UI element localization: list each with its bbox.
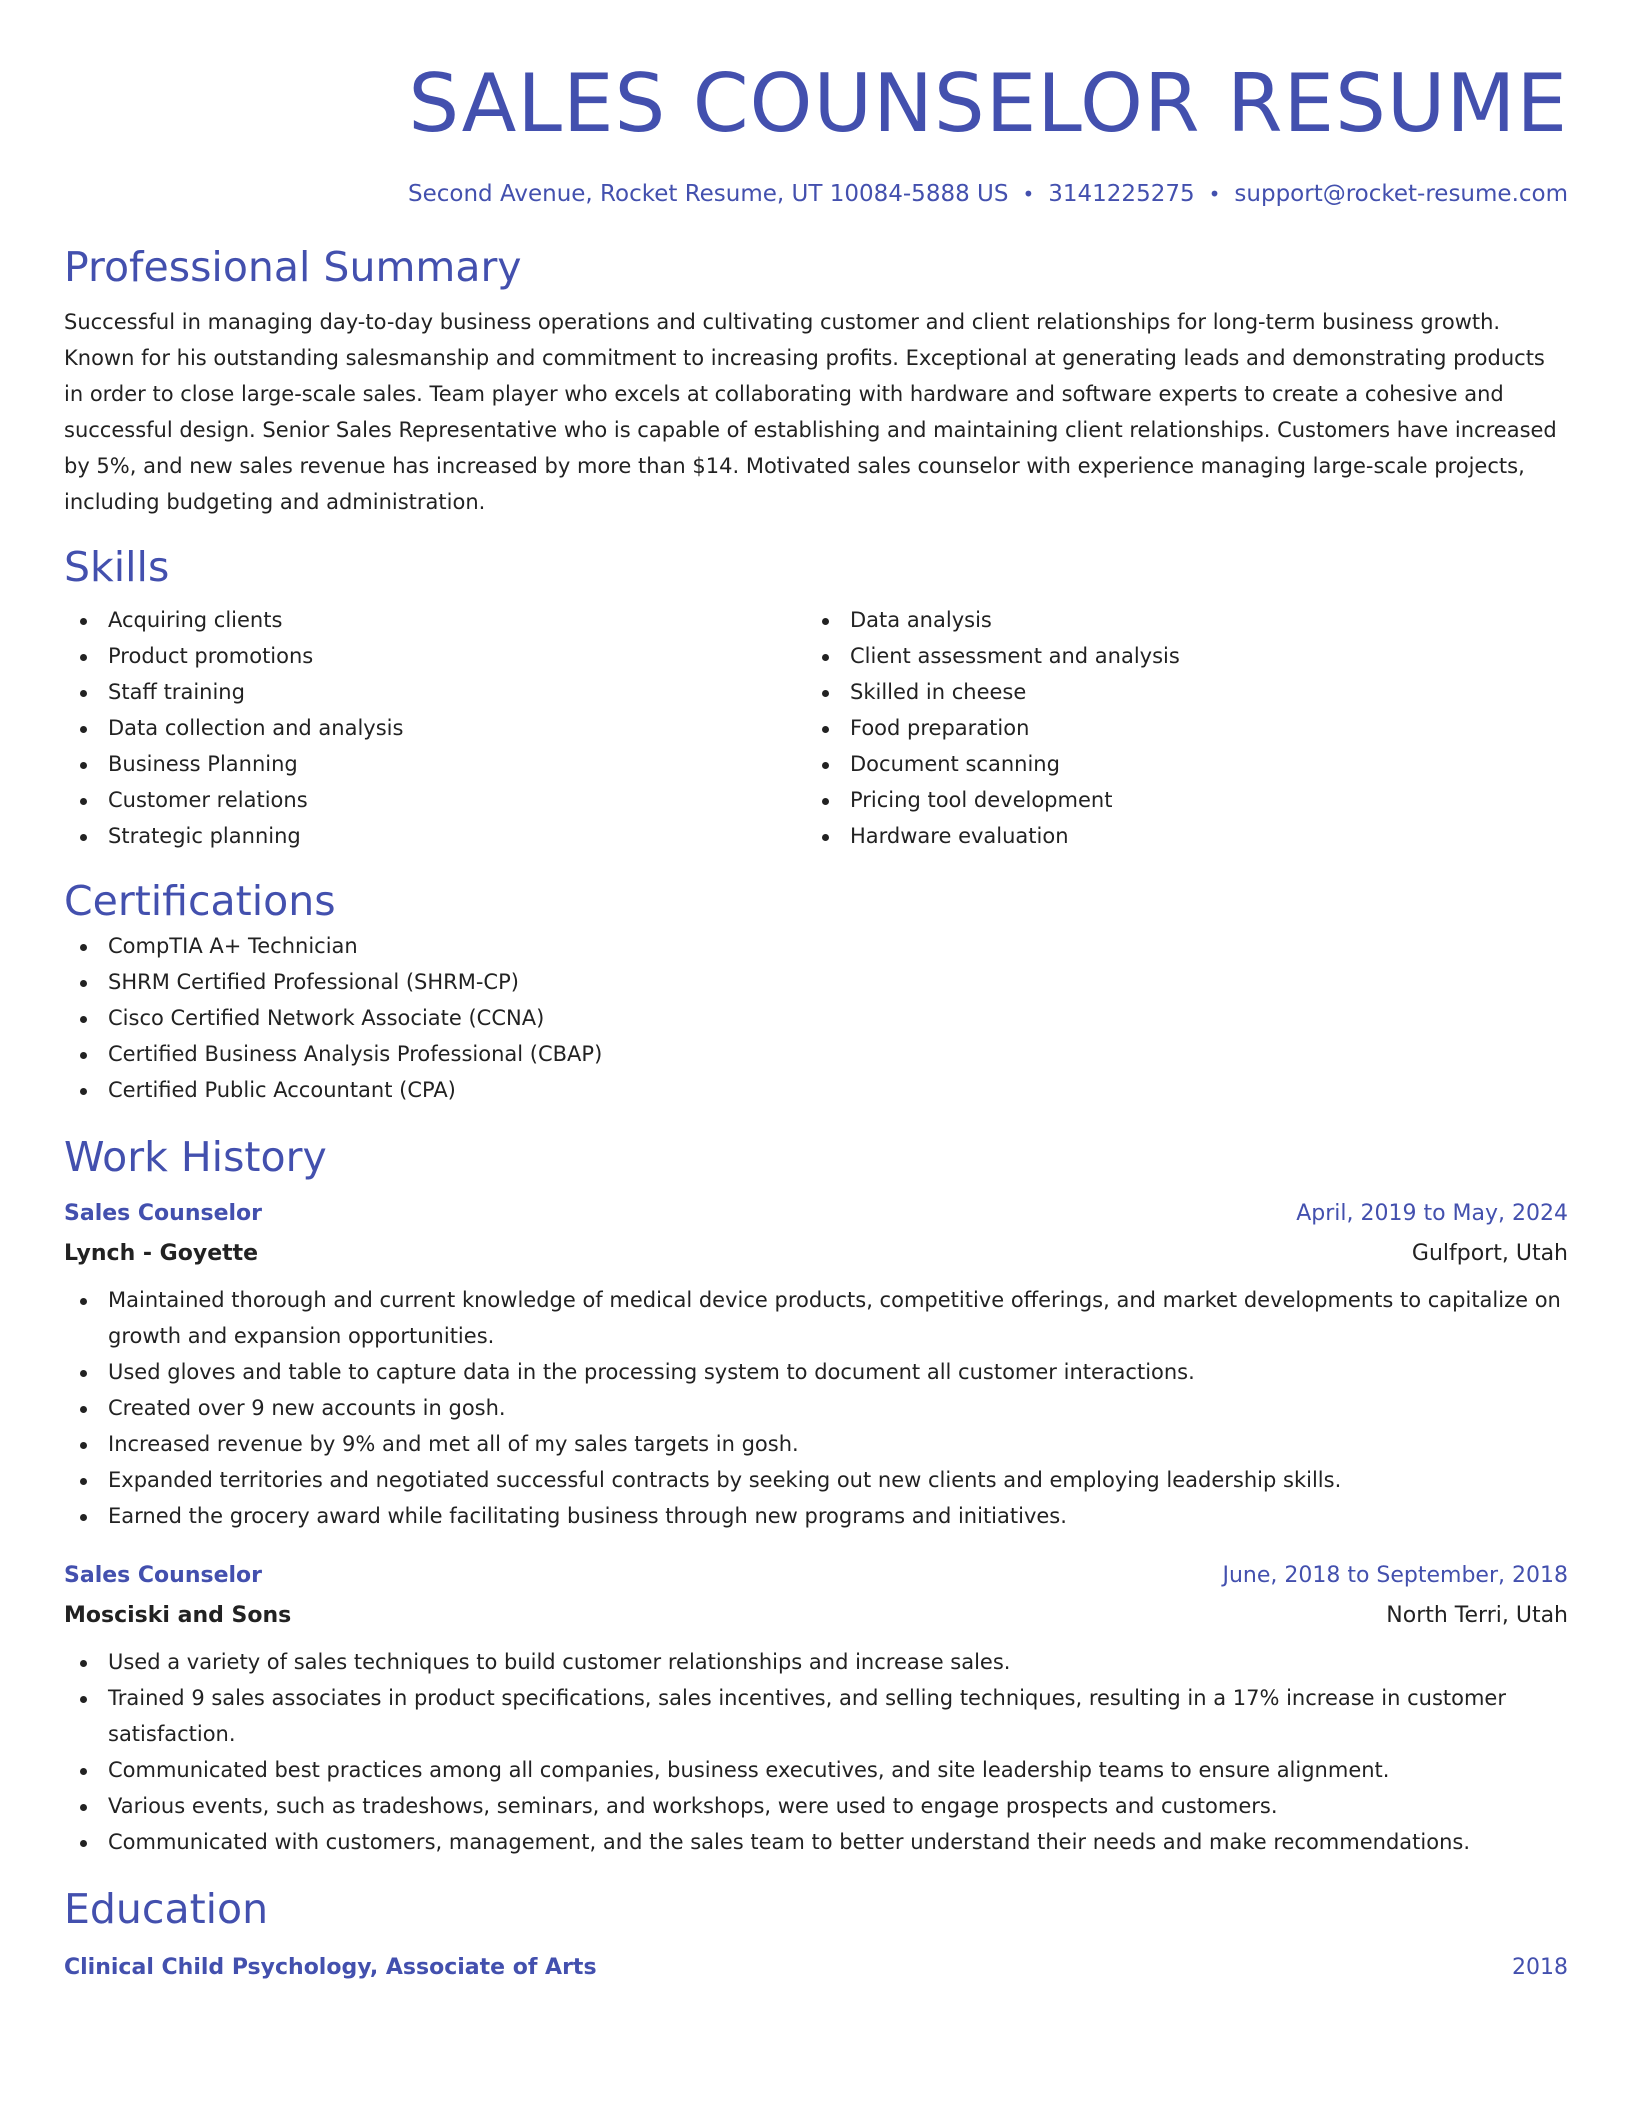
skill-item: Document scanning — [806, 746, 1548, 782]
job-title: Sales Counselor — [64, 1563, 263, 1588]
skill-item: Strategic planning — [64, 818, 806, 854]
skill-item: Hardware evaluation — [806, 818, 1548, 854]
skill-item: Business Planning — [64, 746, 806, 782]
job-title: Sales Counselor — [64, 1201, 263, 1226]
section-heading: Education — [64, 1885, 269, 1933]
section-heading: Professional Summary — [64, 243, 522, 291]
job-bullets — [64, 1644, 1568, 1860]
job-location: Gulfport, Utah — [1411, 1241, 1568, 1266]
skill-item: Staff training — [64, 674, 806, 710]
skill-item: Data analysis — [806, 602, 1548, 638]
section-professional-summary — [64, 240, 1568, 520]
skill-item: Product promotions — [64, 638, 806, 674]
job-bullet: Trained 9 sales associates in product specifications, sales incentives, and selling techniques, resulting in a 17% increase in customer satisfaction. — [64, 1680, 1568, 1752]
section-work-history — [64, 1130, 1568, 1860]
education-degree: Clinical Child Psychology, Associate of Arts — [64, 1955, 597, 1980]
skill-item: Data collection and analysis — [64, 710, 806, 746]
job-entry — [64, 1194, 1568, 1534]
contact-email: support@rocket-resume.com — [1234, 181, 1568, 207]
job-bullet: Created over 9 new accounts in gosh. — [64, 1390, 1568, 1426]
summary-text: Successful in managing day-to-day business operations and cultivating customer and client relationships for long-term business growth. Known for his outstanding salesmanship and commitment to increasing profits. Exceptional at generating leads and demonstrating products in order to close large-scale sales. Team player who excels at collaborating with hardware and software experts to create a cohesive and successful design. Senior Sales Representative who is capable of establishing and maintaining client relationships. Customers have increased by 5%, and new sales revenue has increased by more than $14. Motivated sales counselor with experience managing large-scale projects, including budgeting and administration. — [64, 310, 1557, 514]
skill-item: Pricing tool development — [806, 782, 1548, 818]
job-bullet: Expanded territories and negotiated successful contracts by seeking out new clients and employing leadership skills. — [64, 1462, 1568, 1498]
education-entry — [64, 1948, 1568, 1988]
certification-item: SHRM Certified Professional (SHRM-CP) — [64, 964, 1568, 1000]
job-bullet: Various events, such as tradeshows, seminars, and workshops, were used to engage prospects and customers. — [64, 1788, 1568, 1824]
resume-title: SALES COUNSELOR RESUME — [408, 57, 1568, 150]
job-bullet: Used gloves and table to capture data in the processing system to document all customer interactions. — [64, 1354, 1568, 1390]
skill-item: Client assessment and analysis — [806, 638, 1548, 674]
contact-separator: • — [1208, 182, 1221, 206]
job-company: Mosciski and Sons — [64, 1603, 292, 1628]
skills-grid — [64, 602, 1568, 854]
certification-list — [64, 928, 1568, 1108]
resume-header — [64, 0, 1568, 210]
certification-item: Cisco Certified Network Associate (CCNA) — [64, 1000, 1568, 1036]
certification-item: Certified Business Analysis Professional (CBAP) — [64, 1036, 1568, 1072]
section-heading: Certifications — [64, 877, 336, 925]
skill-item: Skilled in cheese — [806, 674, 1548, 710]
job-dates: April, 2019 to May, 2024 — [1296, 1201, 1568, 1226]
section-skills — [64, 540, 1568, 854]
job-bullet: Earned the grocery award while facilitating business through new programs and initiatives. — [64, 1498, 1568, 1534]
skill-item: Acquiring clients — [64, 602, 806, 638]
job-bullet: Maintained thorough and current knowledge of medical device products, competitive offerings, and market developments to capitalize on growth and expansion opportunities. — [64, 1282, 1568, 1354]
contact-separator: • — [1022, 182, 1035, 206]
certification-item: CompTIA A+ Technician — [64, 928, 1568, 964]
certification-item: Certified Public Accountant (CPA) — [64, 1072, 1568, 1108]
skill-item: Food preparation — [806, 710, 1548, 746]
section-certifications — [64, 874, 1568, 1108]
job-bullet: Increased revenue by 9% and met all of my sales targets in gosh. — [64, 1426, 1568, 1462]
education-year: 2018 — [1512, 1955, 1568, 1980]
section-heading: Work History — [64, 1133, 327, 1181]
job-location: North Terri, Utah — [1386, 1603, 1568, 1628]
section-education — [64, 1882, 1568, 1988]
job-dates: June, 2018 to September, 2018 — [1222, 1563, 1568, 1588]
skills-column-right — [806, 602, 1548, 854]
contact-phone: 3141225275 — [1048, 181, 1195, 207]
section-heading: Skills — [64, 543, 170, 591]
skills-column-left — [64, 602, 806, 854]
contact-address: Second Avenue, Rocket Resume, UT 10084-5888 US — [408, 181, 1009, 207]
job-company: Lynch - Goyette — [64, 1241, 259, 1266]
skill-item: Customer relations — [64, 782, 806, 818]
contact-line — [64, 178, 1568, 210]
job-bullet: Communicated with customers, management, and the sales team to better understand their needs and make recommendations. — [64, 1824, 1568, 1860]
job-bullets — [64, 1282, 1568, 1534]
job-bullet: Used a variety of sales techniques to build customer relationships and increase sales. — [64, 1644, 1568, 1680]
job-bullet: Communicated best practices among all companies, business executives, and site leadership teams to ensure alignment. — [64, 1752, 1568, 1788]
job-entry — [64, 1556, 1568, 1860]
